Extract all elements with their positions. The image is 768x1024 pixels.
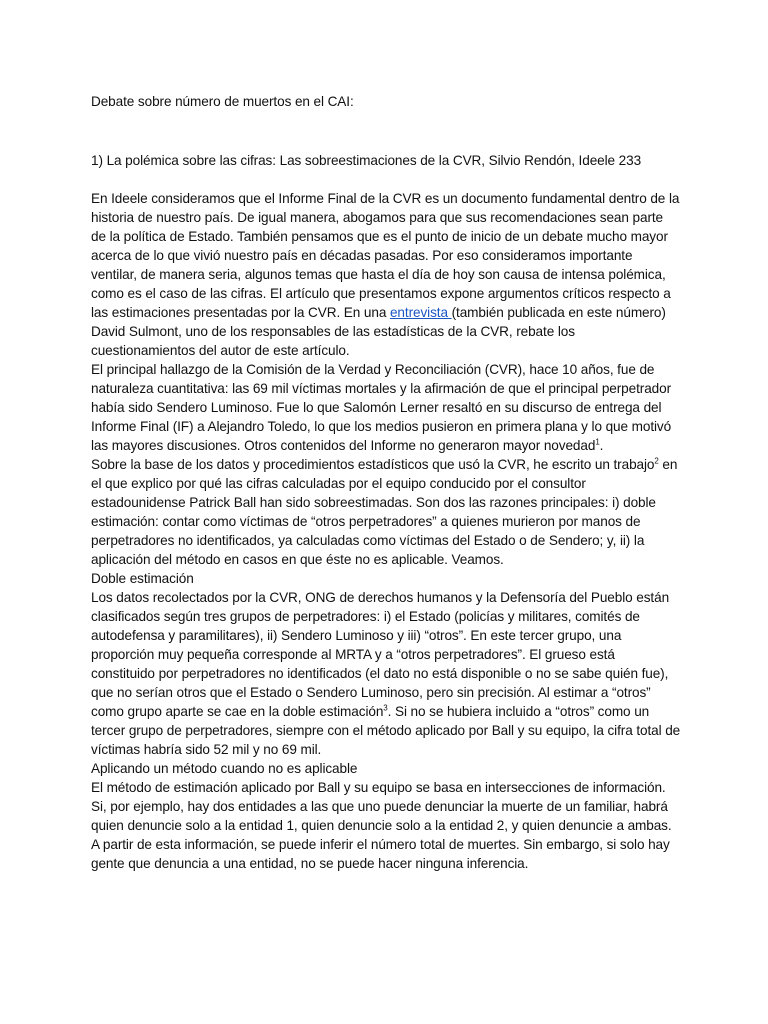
finding-text: El principal hallazgo de la Comisión de la Verdad y Reconciliación (CVR), hace 10 años, fue de naturaleza cuantitativa: las 69 mil víctimas mortales y la afirmación de que el principal perpetrador había sido Sendero Luminoso. Fue lo que Salomón Lerner resaltó en su discurso de entrega del Informe Final (IF) a Alejandro Toledo, lo que los medios pusieron en primera plana y lo que motivó las mayores discusiones. Otros contenidos del Informe no generaron mayor novedad (91, 362, 672, 453)
document-body (91, 92, 681, 873)
method-paragraph (91, 455, 681, 569)
perpetrators-paragraph (91, 588, 681, 759)
footnote-ref-3: 3 (383, 703, 388, 713)
intro-text-continued: (también publicada en este número) David Sulmont, uno de los responsables de las estadísticas de la CVR, rebate los cuestionamientos del autor de este artículo. (91, 305, 666, 358)
finding-period: . (599, 438, 604, 453)
section-heading-metodo: Aplicando un método cuando no es aplicable (91, 761, 358, 776)
section-heading-doble-estimacion: Doble estimación (91, 571, 194, 586)
footnote-ref-2: 2 (654, 456, 659, 466)
intro-text: En Ideele consideramos que el Informe Final de la CVR es un documento fundamental dentro de la historia de nuestro país. De igual manera, abogamos para que sus recomendaciones sean parte de la política de Estado. También pensamos que es el punto de inicio de un debate mucho mayor acerca de lo que vivió nuestro país en décadas pasadas. Por eso consideramos importante ventilar, de manera seria, algunos temas que hasta el día de hoy son causa de intensa polémica, como es el caso de las cifras. El artículo que presentamos expone argumentos críticos respecto a las estimaciones presentadas por la CVR. En una (91, 191, 680, 320)
intro-paragraph (91, 189, 681, 360)
intersections-paragraph: El método de estimación aplicado por Ball y su equipo se basa en intersecciones de información. Si, por ejemplo, hay dos entidades a las que uno puede denunciar la muerte de un familiar, habrá quien denuncie solo a la entidad 1, quien denuncie solo a la entidad 2, y quien denuncie a ambas. A partir de esta información, se puede inferir el número total de muertes. Sin embargo, si solo hay gente que denuncia a una entidad, no se puede hacer ninguna inferencia. (91, 780, 672, 871)
perpetrators-text: Los datos recolectados por la CVR, ONG de derechos humanos y la Defensoría del Pueblo están clasificados según tres grupos de perpetradores: i) el Estado (policías y militares, comités de autodefensa y paramilitares), ii) Sendero Luminoso y iii) “otros”. En este tercer grupo, una proporción muy pequeña corresponde al MRTA y a “otros perpetradores”. El grueso está constituido por perpetradores no identificados (el dato no está disponible o no se sabe quién fue), que no serían otros que el Estado o Sendero Luminoso, pero sin precisión. Al estimar a “otros” como grupo aparte se cae en la doble estimación (91, 590, 670, 719)
interview-link[interactable]: entrevista (389, 305, 452, 320)
footnote-ref-1: 1 (595, 437, 600, 447)
article-heading: 1) La polémica sobre las cifras: Las sobreestimaciones de la CVR, Silvio Rendón, Ideele 233 (91, 153, 642, 168)
method-text: Sobre la base de los datos y procedimientos estadísticos que usó la CVR, he escrito un trabajo (91, 457, 655, 472)
document-title: Debate sobre número de muertos en el CAI: (91, 94, 354, 109)
finding-paragraph (91, 360, 681, 455)
method-text-continued: en el que explico por qué las cifras calculadas por el equipo conducido por el consultor estadounidense Patrick Ball han sido sobreestimadas. Son dos las razones principales: i) doble estimación: contar como víctimas de “otros perpetradores” a quienes murieron por manos de perpetradores no identificados, ya calculadas como víctimas del Estado o de Sendero; y, ii) la aplicación del método en casos en que éste no es aplicable. Veamos. (91, 457, 678, 567)
perpetrators-text-continued: . Si no se hubiera incluido a “otros” como un tercer grupo de perpetradores, siempre con el método aplicado por Ball y su equipo, la cifra total de víctimas habría sido 52 mil y no 69 mil. (91, 704, 681, 757)
